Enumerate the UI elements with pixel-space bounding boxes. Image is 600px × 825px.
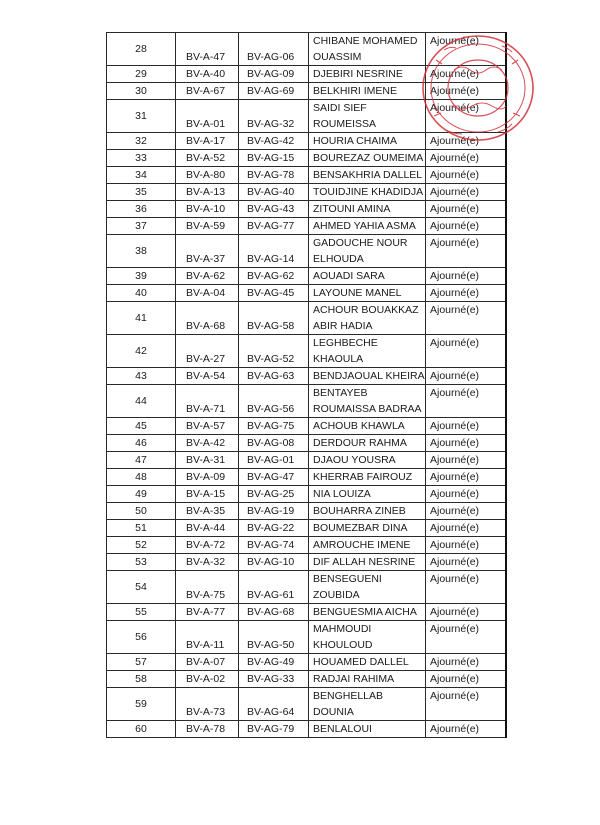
row-number: 28 [107,33,176,66]
row-number: 57 [107,654,176,671]
row-number: 51 [107,520,176,537]
code-ag: BV-AG-68 [239,604,309,621]
table-row [107,201,506,218]
code-ag: BV-AG-56 [239,385,309,418]
result-status: Ajourné(e) [426,688,506,721]
code-ag: BV-AG-58 [239,302,309,335]
code-ag: BV-AG-49 [239,654,309,671]
code-ag: BV-AG-61 [239,571,309,604]
code-a: BV-A-57 [176,418,239,435]
row-number: 55 [107,604,176,621]
row-number: 49 [107,486,176,503]
code-a: BV-A-75 [176,571,239,604]
student-name-line: BOUHARRA ZINEB [313,505,406,517]
result-status: Ajourné(e) [426,537,506,554]
code-ag: BV-AG-74 [239,537,309,554]
code-ag: BV-AG-25 [239,486,309,503]
code-ag: BV-AG-69 [239,83,309,100]
row-number: 33 [107,150,176,167]
code-a: BV-A-71 [176,385,239,418]
code-ag: BV-AG-33 [239,671,309,688]
result-status: Ajourné(e) [426,100,506,133]
student-name [309,201,426,218]
table-row [107,671,506,688]
row-number: 32 [107,133,176,150]
student-name-line: RADJAI RAHIMA [313,673,395,685]
table-row [107,621,506,654]
student-name-line: MAHMOUDI [313,623,372,635]
table-row [107,503,506,520]
code-a: BV-A-77 [176,604,239,621]
result-status: Ajourné(e) [426,33,506,66]
result-status: Ajourné(e) [426,571,506,604]
row-number: 35 [107,184,176,201]
student-name [309,66,426,83]
table-row [107,150,506,167]
code-a: BV-A-47 [176,33,239,66]
student-name [309,503,426,520]
table-row [107,302,506,335]
student-name-line: BENGHELLAB [313,690,384,702]
table-row [107,268,506,285]
row-number: 38 [107,235,176,268]
code-a: BV-A-72 [176,537,239,554]
code-a: BV-A-31 [176,452,239,469]
table-row [107,83,506,100]
code-ag: BV-AG-50 [239,621,309,654]
table-row [107,385,506,418]
result-status: Ajourné(e) [426,335,506,368]
student-name-line: DOUNIA [313,706,354,718]
student-name-line: BENDJAOUAL KHEIRA [313,370,425,382]
student-name [309,469,426,486]
row-number: 54 [107,571,176,604]
table-row [107,235,506,268]
student-name-line: TOUIDJINE KHADIDJA [313,186,424,198]
student-name [309,150,426,167]
table-row [107,604,506,621]
code-ag: BV-AG-06 [239,33,309,66]
student-name [309,368,426,385]
student-name [309,302,426,335]
code-a: BV-A-11 [176,621,239,654]
code-a: BV-A-59 [176,218,239,235]
code-ag: BV-AG-08 [239,435,309,452]
student-name-line: ZITOUNI AMINA [313,203,391,215]
code-a: BV-A-32 [176,554,239,571]
student-name [309,654,426,671]
student-name [309,285,426,302]
student-name [309,33,426,66]
code-a: BV-A-78 [176,721,239,738]
table-row [107,721,506,738]
result-status: Ajourné(e) [426,385,506,418]
results-table-body [107,33,506,738]
code-a: BV-A-17 [176,133,239,150]
student-name [309,83,426,100]
table-row [107,520,506,537]
student-name [309,167,426,184]
table-row [107,218,506,235]
result-status: Ajourné(e) [426,184,506,201]
student-name [309,184,426,201]
student-name [309,671,426,688]
table-row [107,537,506,554]
student-name-line: ABIR HADIA [313,320,373,332]
table-row [107,554,506,571]
student-name [309,604,426,621]
result-status: Ajourné(e) [426,302,506,335]
student-name-line: BENGUESMIA AICHA [313,606,417,618]
student-name-line: BENSEGUENI [313,573,382,585]
code-ag: BV-AG-14 [239,235,309,268]
code-ag: BV-AG-22 [239,520,309,537]
result-status: Ajourné(e) [426,201,506,218]
table-row [107,654,506,671]
row-number: 41 [107,302,176,335]
code-ag: BV-AG-47 [239,469,309,486]
student-name-line: CHIBANE MOHAMED [313,35,418,47]
code-a: BV-A-35 [176,503,239,520]
student-name [309,721,426,738]
row-number: 29 [107,66,176,83]
student-name-line: KHOULOUD [313,639,373,651]
code-ag: BV-AG-78 [239,167,309,184]
row-number: 48 [107,469,176,486]
student-name-line: AOUADI SARA [313,270,385,282]
row-number: 43 [107,368,176,385]
student-name [309,235,426,268]
result-status: Ajourné(e) [426,503,506,520]
student-name-line: DJAOU YOUSRA [313,454,396,466]
student-name [309,571,426,604]
code-a: BV-A-37 [176,235,239,268]
student-name-line: BOUMEZBAR DINA [313,522,408,534]
result-status: Ajourné(e) [426,452,506,469]
table-row [107,184,506,201]
code-ag: BV-AG-01 [239,452,309,469]
student-name-line: BENLALOUI [313,723,372,735]
student-name-line: ROUMEISSA [313,118,377,130]
result-status: Ajourné(e) [426,554,506,571]
code-ag: BV-AG-75 [239,418,309,435]
row-number: 30 [107,83,176,100]
row-number: 50 [107,503,176,520]
table-row [107,133,506,150]
student-name [309,100,426,133]
student-name [309,268,426,285]
student-name-line: KHERRAB FAIROUZ [313,471,413,483]
code-ag: BV-AG-45 [239,285,309,302]
code-ag: BV-AG-62 [239,268,309,285]
row-number: 39 [107,268,176,285]
table-row [107,469,506,486]
student-name [309,133,426,150]
table-row [107,452,506,469]
result-status: Ajourné(e) [426,66,506,83]
student-name-line: DERDOUR RAHMA [313,437,407,449]
row-number: 34 [107,167,176,184]
result-status: Ajourné(e) [426,368,506,385]
student-name [309,435,426,452]
code-ag: BV-AG-09 [239,66,309,83]
student-name-line: ACHOUB KHAWLA [313,420,405,432]
code-ag: BV-AG-77 [239,218,309,235]
table-row [107,285,506,302]
code-ag: BV-AG-43 [239,201,309,218]
code-ag: BV-AG-52 [239,335,309,368]
code-a: BV-A-01 [176,100,239,133]
student-name [309,385,426,418]
code-ag: BV-AG-64 [239,688,309,721]
code-ag: BV-AG-19 [239,503,309,520]
result-status: Ajourné(e) [426,235,506,268]
student-name-line: BENTAYEB [313,387,368,399]
student-name [309,554,426,571]
code-a: BV-A-04 [176,285,239,302]
code-a: BV-A-40 [176,66,239,83]
row-number: 31 [107,100,176,133]
result-status: Ajourné(e) [426,150,506,167]
table-row [107,571,506,604]
result-status: Ajourné(e) [426,621,506,654]
table-row [107,335,506,368]
student-name-line: BELKHIRI IMENE [313,85,398,97]
student-name [309,418,426,435]
student-name-line: LEGHBECHE [313,337,378,349]
result-status: Ajourné(e) [426,218,506,235]
result-status: Ajourné(e) [426,520,506,537]
code-ag: BV-AG-63 [239,368,309,385]
student-name-line: BENSAKHRIA DALLEL [313,169,423,181]
row-number: 60 [107,721,176,738]
student-name [309,218,426,235]
code-ag: BV-AG-42 [239,133,309,150]
row-number: 37 [107,218,176,235]
student-name [309,520,426,537]
result-status: Ajourné(e) [426,268,506,285]
student-name-line: BOUREZAZ OUMEIMA [313,152,424,164]
code-ag: BV-AG-79 [239,721,309,738]
student-name [309,688,426,721]
code-ag: BV-AG-32 [239,100,309,133]
code-a: BV-A-67 [176,83,239,100]
code-a: BV-A-52 [176,150,239,167]
result-status: Ajourné(e) [426,285,506,302]
code-a: BV-A-02 [176,671,239,688]
student-name-line: SAIDI SIEF [313,102,367,114]
result-status: Ajourné(e) [426,654,506,671]
code-a: BV-A-13 [176,184,239,201]
table-row [107,688,506,721]
student-name [309,335,426,368]
table-row [107,100,506,133]
row-number: 52 [107,537,176,554]
result-status: Ajourné(e) [426,167,506,184]
row-number: 47 [107,452,176,469]
table-row [107,418,506,435]
student-name-line: OUASSIM [313,51,362,63]
row-number: 56 [107,621,176,654]
student-name-line: KHAOULA [313,353,364,365]
row-number: 44 [107,385,176,418]
student-name [309,452,426,469]
student-name-line: AHMED YAHIA ASMA [313,220,416,232]
code-a: BV-A-73 [176,688,239,721]
result-status: Ajourné(e) [426,486,506,503]
code-a: BV-A-27 [176,335,239,368]
student-name-line: ACHOUR BOUAKKAZ [313,304,419,316]
result-status: Ajourné(e) [426,604,506,621]
row-number: 53 [107,554,176,571]
code-a: BV-A-44 [176,520,239,537]
code-a: BV-A-62 [176,268,239,285]
code-a: BV-A-07 [176,654,239,671]
student-name-line: ELHOUDA [313,253,364,265]
student-name [309,621,426,654]
student-name-line: ZOUBIDA [313,589,360,601]
table-row [107,66,506,83]
student-name-line: GADOUCHE NOUR [313,237,408,249]
code-ag: BV-AG-10 [239,554,309,571]
student-name-line: DIF ALLAH NESRINE [313,556,416,568]
row-number: 40 [107,285,176,302]
code-a: BV-A-68 [176,302,239,335]
student-name-line: DJEBIRI NESRINE [313,68,403,80]
row-number: 36 [107,201,176,218]
table-row [107,33,506,66]
code-ag: BV-AG-15 [239,150,309,167]
student-name-line: ROUMAISSA BADRAA [313,403,422,415]
result-status: Ajourné(e) [426,435,506,452]
table-row [107,435,506,452]
student-name-line: HOUAMED DALLEL [313,656,409,668]
code-ag: BV-AG-40 [239,184,309,201]
table-row [107,368,506,385]
results-table [106,32,507,738]
code-a: BV-A-42 [176,435,239,452]
table-row [107,167,506,184]
row-number: 42 [107,335,176,368]
student-name-line: HOURIA CHAIMA [313,135,398,147]
row-number: 46 [107,435,176,452]
result-status: Ajourné(e) [426,133,506,150]
student-name-line: NIA LOUIZA [313,488,371,500]
result-status: Ajourné(e) [426,671,506,688]
row-number: 58 [107,671,176,688]
row-number: 59 [107,688,176,721]
result-status: Ajourné(e) [426,83,506,100]
code-a: BV-A-15 [176,486,239,503]
student-name-line: AMROUCHE IMENE [313,539,411,551]
row-number: 45 [107,418,176,435]
student-name [309,537,426,554]
student-name-line: LAYOUNE MANEL [313,287,402,299]
code-a: BV-A-09 [176,469,239,486]
result-status: Ajourné(e) [426,469,506,486]
result-status: Ajourné(e) [426,418,506,435]
code-a: BV-A-54 [176,368,239,385]
student-name [309,486,426,503]
code-a: BV-A-10 [176,201,239,218]
table-row [107,486,506,503]
code-a: BV-A-80 [176,167,239,184]
result-status: Ajourné(e) [426,721,506,738]
